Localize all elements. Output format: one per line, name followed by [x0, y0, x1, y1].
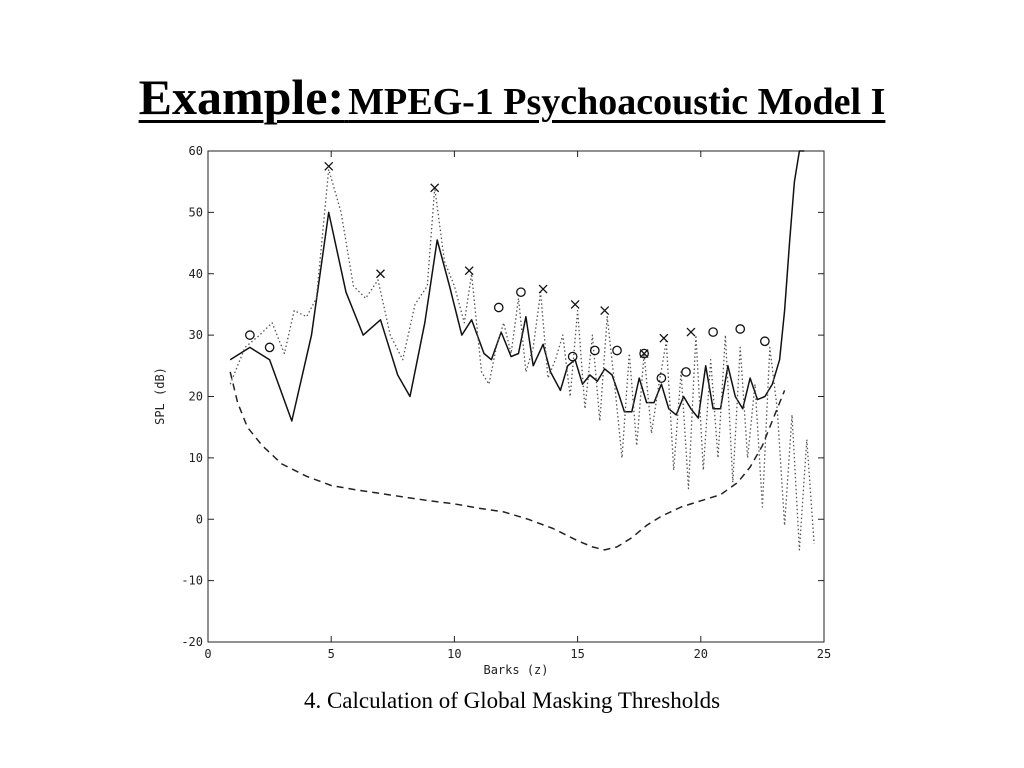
y-tick-label-6: 40: [188, 266, 203, 281]
slide-title: [0, 68, 1024, 126]
tonal-masker-x-8: [660, 334, 668, 342]
title-sub: MPEG-1 Psychoacoustic Model I: [348, 81, 886, 123]
axis-ticks: [181, 144, 831, 661]
y-tick-label-4: 20: [188, 389, 203, 404]
y-tick-label-5: 30: [188, 328, 203, 343]
noise-masker-o-1: [265, 343, 273, 351]
x-tick-label-0: 0: [204, 647, 212, 661]
x-tick-label-5: 25: [816, 647, 832, 661]
noise-masker-o-0: [246, 331, 254, 339]
tonal-masker-x-4: [539, 285, 547, 293]
noise-masker-o-5: [591, 346, 599, 354]
x-tick-label-1: 5: [327, 647, 335, 661]
noise-masker-o-8: [657, 374, 665, 382]
tonal-masker-x-6: [601, 307, 609, 315]
series-line-solid: [230, 151, 804, 421]
noise-masker-o-3: [517, 288, 525, 296]
spl-chart: [140, 140, 840, 680]
noise-masker-o-10: [709, 328, 717, 336]
tonal-masker-x-0: [325, 162, 333, 170]
noise-masker-o-6: [613, 346, 621, 354]
tonal-masker-x-9: [687, 328, 695, 336]
noise-masker-o-12: [761, 337, 769, 345]
y-tick-label-7: 50: [188, 205, 203, 220]
y-tick-label-0: -20: [181, 635, 203, 649]
plot-frame: [208, 151, 824, 642]
tonal-masker-x-5: [571, 300, 579, 308]
x-tick-label-4: 20: [693, 647, 709, 661]
tonal-masker-x-2: [376, 270, 384, 278]
noise-masker-o-9: [682, 368, 690, 376]
series-line-dotted: [230, 169, 814, 550]
x-tick-label-2: 10: [447, 647, 462, 661]
y-tick-label-8: 60: [188, 144, 203, 158]
title-main: Example:: [138, 69, 345, 125]
y-axis-label: SPL (dB): [153, 367, 167, 425]
noise-masker-o-11: [736, 325, 744, 333]
tonal-masker-x-3: [465, 267, 473, 275]
noise-masker-o-4: [568, 352, 576, 360]
series-layer: [230, 151, 814, 550]
noise-masker-o-2: [495, 303, 503, 311]
x-axis-label: Barks (z): [483, 663, 549, 677]
y-tick-label-1: -10: [181, 573, 203, 588]
y-tick-label-2: 0: [195, 512, 203, 527]
x-tick-label-3: 15: [570, 647, 585, 661]
slide-caption: 4. Calculation of Global Masking Thresholds: [303, 688, 721, 713]
y-tick-label-3: 10: [188, 450, 203, 465]
